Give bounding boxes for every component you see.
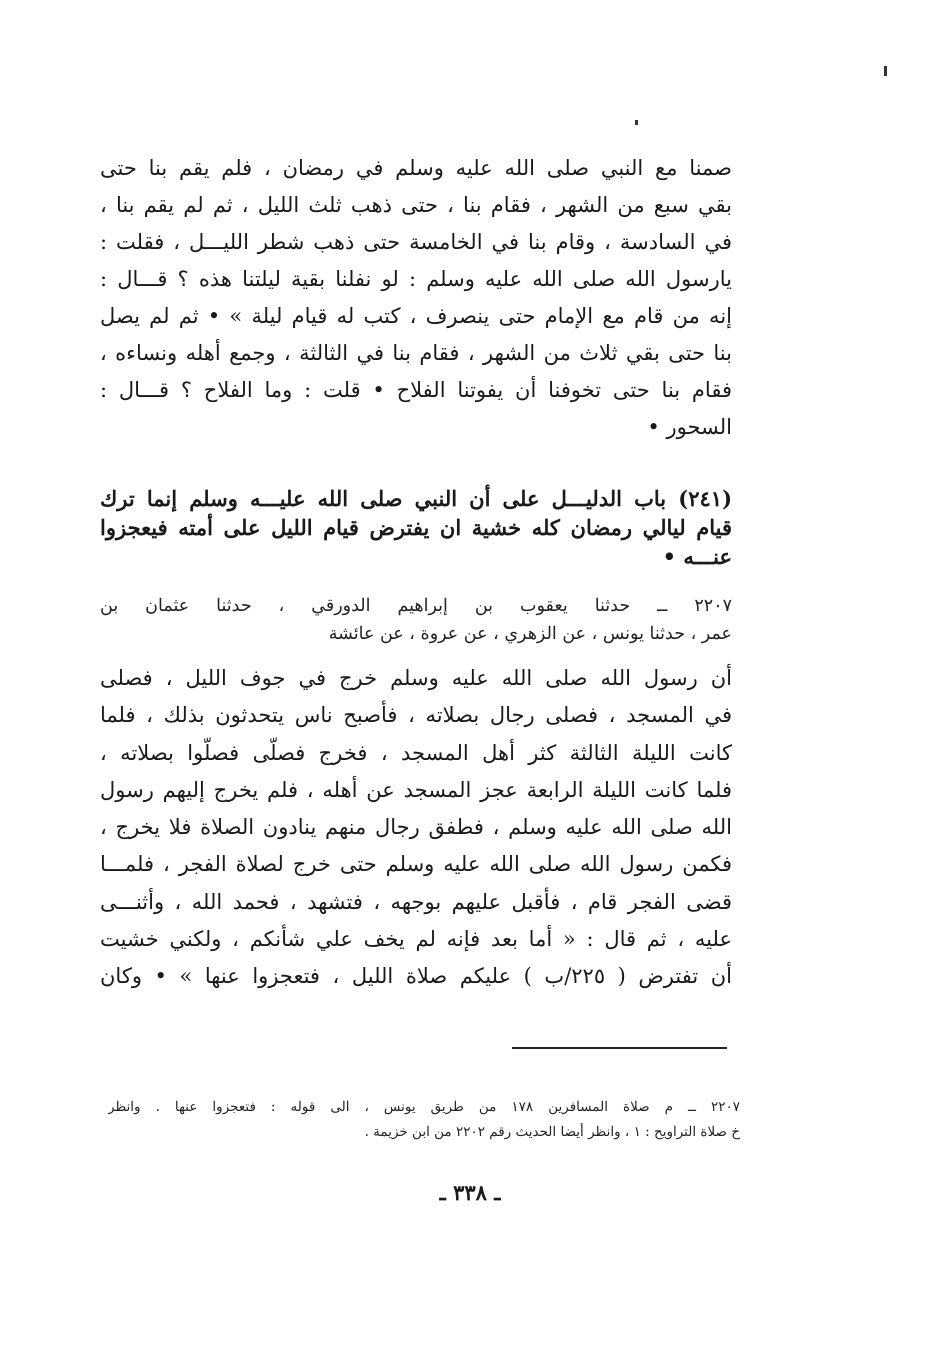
footnote-separator — [512, 1047, 727, 1049]
paragraph-line: يارسول الله صلى الله عليه وسلم : لو نفلنا بقية ليلتنا هذه ؟ قـــال : — [100, 267, 732, 291]
paragraph-line: بقي سبع من الشهر ، فقام بنا ، حتى ذهب ثلث الليل ، ثم لم يقم بنا ، — [100, 193, 732, 217]
paragraph-line: إنه من قام مع الإمام حتى ينصرف ، كتب له قيام ليلة » • ثم لم يصل — [100, 304, 732, 328]
paragraph-line: في المسجد ، فصلى رجال بصلاته ، فأصبح ناس يتحدثون بذلك ، فلما — [100, 703, 732, 728]
paragraph-line: الله صلى الله عليه وسلم ، فطفق رجال منهم ينادون الصلاة فلا يخرج ، — [100, 815, 732, 840]
paragraph-line: في السادسة ، وقام بنا في الخامسة حتى ذهب شطر الليـــل ، فقلت : — [100, 230, 732, 254]
paragraph-line: كانت الليلة الثالثة كثر أهل المسجد ، فخرج فصلّى فصلّوا بصلاته ، — [100, 740, 732, 765]
paragraph-line: السحور • — [647, 415, 732, 439]
paragraph-line: فقام بنا حتى تخوفنا أن يفوتنا الفلاح • قلت : وما الفلاح ؟ قـــال : — [100, 378, 732, 402]
paragraph-2 — [100, 660, 732, 996]
chain-line: عمر ، حدثنا يونس ، عن الزهري ، عن عروة ، عن عائشة — [328, 624, 732, 644]
chain-line: ٢٢٠٧ ــ حدثنا يعقوب بن إبراهيم الدورقي ، حدثنا عثمان بن — [100, 596, 732, 616]
heading-line: (٢٤١) باب الدليـــل على أن النبي صلى الله عليـــه وسلم إنما ترك — [100, 486, 732, 511]
footnote-line: ٢٢٠٧ ــ م صلاة المسافرين ١٧٨ من طريق يونس ، الى قوله : فتعجزوا عنها . وانظر — [108, 1099, 740, 1115]
margin-mark — [884, 66, 887, 76]
page-number: ـ ٣٣٨ ـ — [439, 1180, 501, 1205]
paragraph-1 — [100, 150, 732, 446]
footnote — [108, 1095, 740, 1145]
heading-line: عنـــه • — [662, 544, 732, 569]
heading-line: قيام ليالي رمضان كله خشية ان يفترض قيام الليل على أمته فيعجزوا — [100, 515, 732, 540]
paragraph-line: عليه ، ثم قال : « أما بعد فإنه لم يخف علي شأنكم ، ولكني خشيت — [100, 927, 732, 952]
paragraph-line: بنا حتى بقي ثلاث من الشهر ، فقام بنا في الثالثة ، وجمع أهله ونساءه ، — [100, 341, 732, 365]
paragraph-line: أن رسول الله صلى الله عليه وسلم خرج في جوف الليل ، فصلى — [100, 666, 732, 690]
paragraph-line: فكمن رسول الله صلى الله عليه وسلم حتى خرج لصلاة الفجر ، فلمـــا — [100, 852, 732, 877]
paragraph-line: قضى الفجر قام ، فأقبل عليهم بوجهه ، فتشهد ، فحمد الله ، وأثنـــى — [100, 889, 732, 914]
paragraph-line: فلما كانت الليلة الرابعة عجز المسجد عن أهله ، فلم يخرج إليهم رسول — [100, 777, 732, 802]
margin-dot — [635, 120, 638, 125]
hadith-chain — [100, 592, 732, 648]
footnote-line: خ صلاة التراويح : ١ ، وانظر أيضا الحديث رقم ٢٢٠٢ من ابن خزيمة . — [364, 1124, 740, 1140]
chapter-heading — [100, 484, 732, 571]
paragraph-line: أن تفترض ( ٢٢٥/ب ) عليكم صلاة الليل ، فتعجزوا عنها » • وكان — [100, 964, 732, 989]
paragraph-line: صمنا مع النبي صلى الله عليه وسلم في رمضان ، فلم يقم بنا حتى — [100, 156, 732, 180]
